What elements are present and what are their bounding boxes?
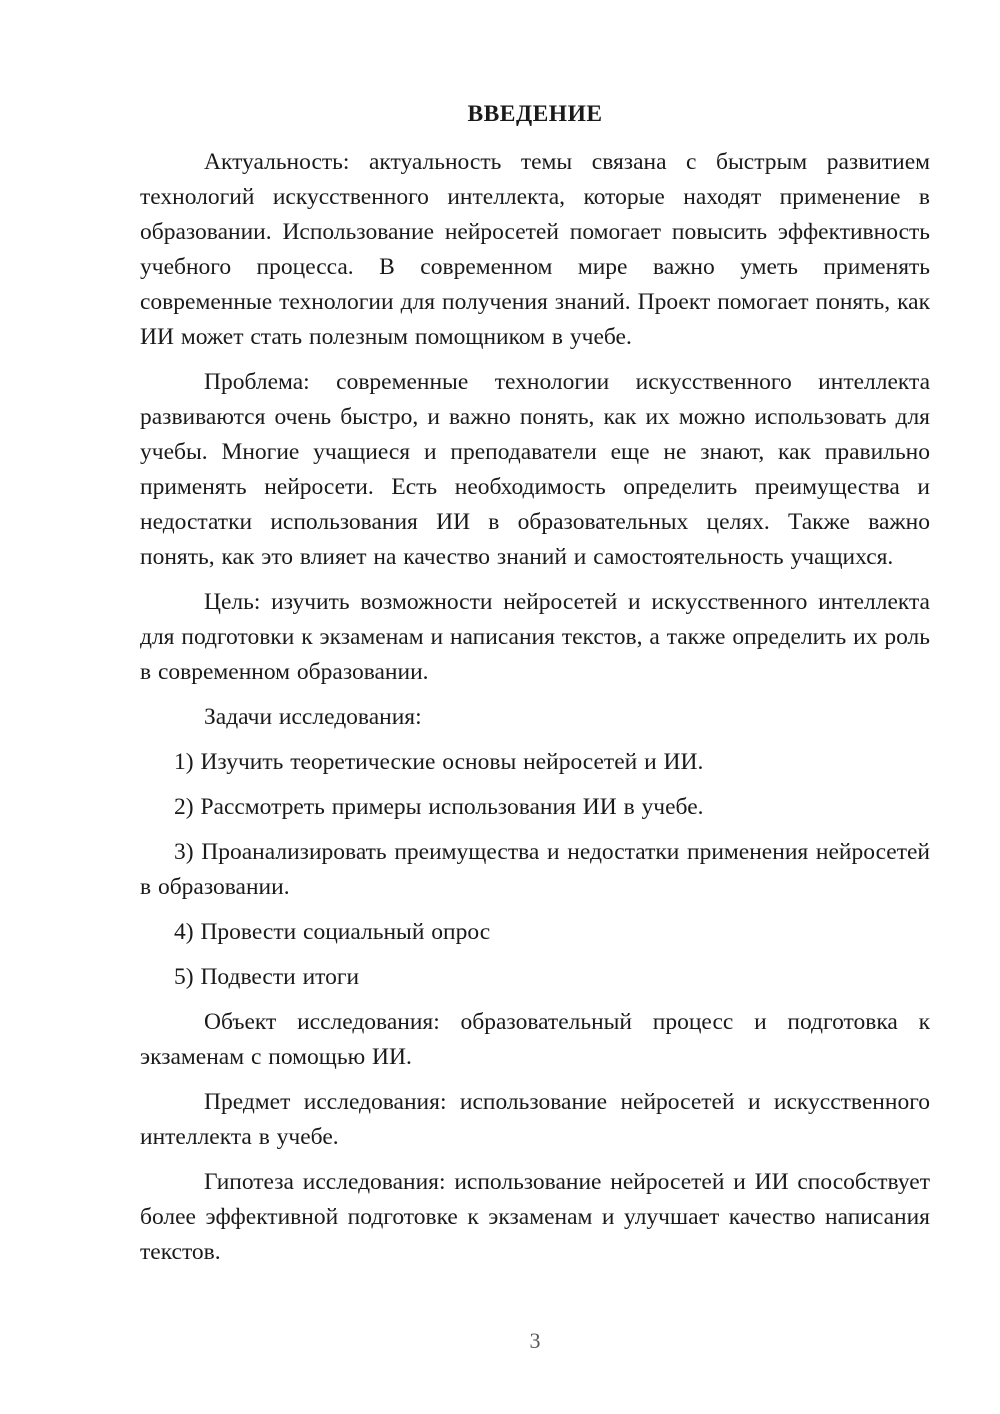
paragraph-goal: Цель: изучить возможности нейросетей и искусственного интеллекта для подготовки к экзаменам и написания текстов, а также определить их роль в современном образовании. bbox=[140, 589, 930, 685]
task-item-2: 2) Рассмотреть примеры использования ИИ в учебе. bbox=[174, 794, 704, 820]
task-item-3: 3) Проанализировать преимущества и недостатки применения нейросетей в образовании. bbox=[140, 839, 930, 900]
task-item-1: 1) Изучить теоретические основы нейросетей и ИИ. bbox=[174, 749, 704, 775]
section-heading: ВВЕДЕНИЕ bbox=[467, 101, 603, 127]
paragraph-relevance: Актуальность: актуальность темы связана с быстрым развитием технологий искусственного интеллекта, которые находят применение в образовании. Использование нейросетей помогает повысить эффективность учебного процесса. В современном мире важно уметь применять современные технологии для получения знаний. Проект помогает понять, как ИИ может стать полезным помощником в учебе. bbox=[140, 149, 930, 350]
paragraph-subject: Предмет исследования: использование нейросетей и искусственного интеллекта в учебе. bbox=[140, 1089, 930, 1150]
paragraph-object: Объект исследования: образовательный процесс и подготовка к экзаменам с помощью ИИ. bbox=[140, 1009, 930, 1070]
paragraph-tasks-label: Задачи исследования: bbox=[204, 704, 422, 730]
task-item-5: 5) Подвести итоги bbox=[174, 964, 360, 990]
paragraph-hypothesis: Гипотеза исследования: использование нейросетей и ИИ способствует более эффективной подготовке к экзаменам и улучшает качество написания текстов. bbox=[140, 1169, 930, 1265]
task-item-4: 4) Провести социальный опрос bbox=[174, 919, 491, 945]
page-number: 3 bbox=[529, 1328, 541, 1353]
paragraph-problem: Проблема: современные технологии искусственного интеллекта развиваются очень быстро, и важно понять, как их можно использовать для учебы. Многие учащиеся и преподаватели еще не знают, как правильно применять нейросети. Есть необходимость определить преимущества и недостатки использования ИИ в образовательных целях. Также важно понять, как это влияет на качество знаний и самостоятельность учащихся. bbox=[140, 369, 930, 570]
